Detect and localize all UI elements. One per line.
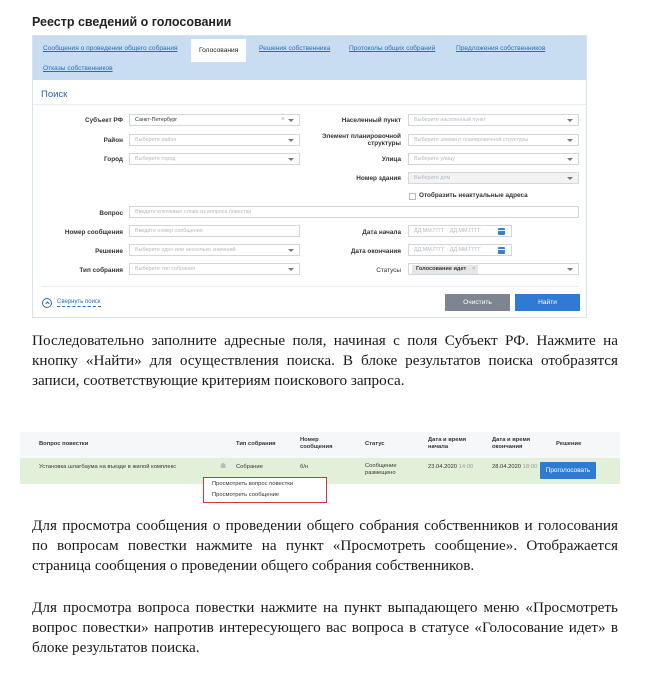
- row-type: Собрание: [236, 464, 263, 470]
- header-type: Тип собрания: [236, 441, 276, 447]
- date-end-placeholder: ДД.ММ.ГГГГ - ДД.ММ.ГГГГ: [414, 247, 481, 253]
- subject-value: Санкт-Петербург: [135, 117, 178, 123]
- question-input[interactable]: [129, 206, 579, 218]
- question-placeholder: Введите ключевые слова из вопроса повестки: [135, 209, 252, 215]
- calendar-icon[interactable]: [498, 247, 505, 254]
- row-number: б/н: [300, 464, 309, 470]
- message-number-input[interactable]: [129, 225, 300, 237]
- district-select[interactable]: [129, 134, 300, 146]
- date-end-label: Дата окончания: [350, 248, 401, 255]
- chevron-down-icon: [288, 249, 294, 252]
- header-end: Дата и время окончания: [492, 437, 531, 450]
- menu-item-view-message[interactable]: Просмотреть сообщение: [212, 492, 280, 498]
- chevron-down-icon: [288, 268, 294, 271]
- row-end: [492, 464, 537, 471]
- row-question: Установка шлагбаума на въезде в жилой комплекс: [39, 464, 177, 470]
- chevron-down-icon: [288, 158, 294, 161]
- chevron-down-icon: [567, 139, 573, 142]
- tab-meeting-messages[interactable]: Сообщения о проведении общего собрания: [43, 45, 178, 52]
- row-status: Сообщение размещено: [365, 463, 397, 476]
- city-placeholder: Выберите город: [135, 156, 176, 162]
- collapse-search-link[interactable]: Свернуть поиск: [57, 299, 101, 305]
- building-label: Номер здания: [356, 175, 401, 182]
- chevron-down-icon: [567, 119, 573, 122]
- header-decision: Решение: [556, 441, 582, 447]
- planning-label: Элемент планировочной структуры: [322, 133, 401, 147]
- header-question: Вопрос повестки: [39, 441, 89, 447]
- subject-label: Субъект РФ: [85, 117, 123, 124]
- decision-select[interactable]: [129, 244, 300, 256]
- date-start-input[interactable]: [408, 225, 512, 237]
- city-select[interactable]: [129, 153, 300, 165]
- vote-button[interactable]: Проголосовать: [540, 462, 596, 479]
- divider: [41, 286, 578, 287]
- instruction-paragraph-3: Для просмотра вопроса повестки нажмите на пункт выпадающего меню «Просмотреть вопрос повестки» напротив интересующего вас вопроса в статусе «Голосование идет» в блоке результатов поиска.: [32, 599, 618, 656]
- street-placeholder: Выберите улицу: [414, 156, 455, 162]
- row-start-date: 23.04.2020: [428, 464, 458, 470]
- question-label: Вопрос: [99, 210, 123, 217]
- row-end-time: 18:00: [522, 464, 538, 470]
- row-start: [428, 464, 473, 471]
- search-panel: [32, 35, 587, 318]
- chevron-up-icon[interactable]: [42, 298, 52, 308]
- statuses-label: Статусы: [376, 267, 401, 274]
- building-select[interactable]: [408, 172, 579, 184]
- find-button[interactable]: Найти: [515, 294, 580, 311]
- menu-item-view-question[interactable]: Просмотреть вопрос повестки: [212, 481, 294, 487]
- show-inactive-label: Отобразить неактуальные адреса: [419, 192, 528, 199]
- show-inactive-checkbox[interactable]: [409, 193, 416, 200]
- locality-placeholder: Выберите населенный пункт: [414, 117, 486, 123]
- search-section-title: Поиск: [41, 89, 68, 100]
- page-title: Реестр сведений о голосовании: [32, 15, 232, 29]
- subject-select[interactable]: [129, 114, 300, 126]
- instruction-paragraph-1: Последовательно заполните адресные поля, начиная с поля Субъект РФ. Нажмите на кнопку «Найти» для осуществления поиска. В блоке результатов поиска отобразятся записи, соответствующие критериям поискового запроса.: [32, 332, 618, 389]
- tab-bar: [33, 36, 586, 80]
- status-chip[interactable]: [412, 265, 478, 274]
- meeting-type-select[interactable]: [129, 263, 300, 275]
- row-actions-menu: [203, 477, 327, 503]
- chevron-down-icon: [567, 177, 573, 180]
- decision-placeholder: Выберите одно или несколько значений: [135, 247, 236, 253]
- locality-select[interactable]: [408, 114, 579, 126]
- tab-votings[interactable]: Голосования: [191, 39, 246, 62]
- header-start: Дата и время начала: [428, 437, 467, 450]
- statuses-select[interactable]: [408, 263, 579, 275]
- decision-label: Решение: [95, 248, 123, 255]
- calendar-icon[interactable]: [498, 228, 505, 235]
- row-start-time: 14:00: [458, 464, 474, 470]
- district-placeholder: Выберите район: [135, 137, 177, 143]
- chevron-down-icon: [567, 158, 573, 161]
- header-status: Статус: [365, 441, 385, 447]
- city-label: Город: [104, 156, 123, 163]
- actions-menu-icon[interactable]: ☗: [220, 463, 227, 470]
- meeting-type-placeholder: Выберите тип собрания: [135, 266, 196, 272]
- instruction-paragraph-2: Для просмотра сообщения о проведении общего собрания собственников и голосования по вопросам повестки нажмите на пункт «Просмотреть сообщение». Отображается страница сообщения о проведении общего собрания собственников.: [32, 517, 618, 574]
- clear-button[interactable]: Очистить: [445, 294, 510, 311]
- planning-placeholder: Выберите элемент планировочной структуры: [414, 137, 529, 143]
- date-start-label: Дата начала: [362, 229, 401, 236]
- row-end-date: 28.04.2020: [492, 464, 522, 470]
- tab-owner-decisions[interactable]: Решения собственника: [259, 45, 331, 52]
- status-chip-label: Голосование идет: [416, 266, 467, 272]
- chevron-down-icon: [288, 139, 294, 142]
- chevron-down-icon: [288, 119, 294, 122]
- message-number-placeholder: Введите номер сообщения: [135, 228, 203, 234]
- meeting-type-label: Тип собрания: [79, 267, 123, 274]
- building-placeholder: Выберите дом: [414, 175, 451, 181]
- date-start-placeholder: ДД.ММ.ГГГГ - ДД.ММ.ГГГГ: [414, 228, 481, 234]
- planning-select[interactable]: [408, 134, 579, 146]
- chip-remove-icon[interactable]: ×: [471, 266, 476, 272]
- message-number-label: Номер сообщения: [64, 229, 123, 236]
- date-end-input[interactable]: [408, 244, 512, 256]
- chevron-down-icon: [567, 268, 573, 271]
- divider: [33, 104, 586, 105]
- tab-meeting-protocols[interactable]: Протоколы общих собраний: [349, 45, 436, 52]
- table-header: [20, 432, 620, 458]
- header-number: Номер сообщения: [300, 437, 333, 450]
- street-select[interactable]: [408, 153, 579, 165]
- tab-owner-refusals[interactable]: Отказы собственников: [43, 65, 113, 72]
- street-label: Улица: [381, 156, 401, 163]
- tab-owner-proposals[interactable]: Предложения собственников: [456, 45, 546, 52]
- clear-icon[interactable]: ×: [280, 116, 285, 123]
- district-label: Район: [103, 137, 123, 144]
- locality-label: Населенный пункт: [341, 117, 401, 124]
